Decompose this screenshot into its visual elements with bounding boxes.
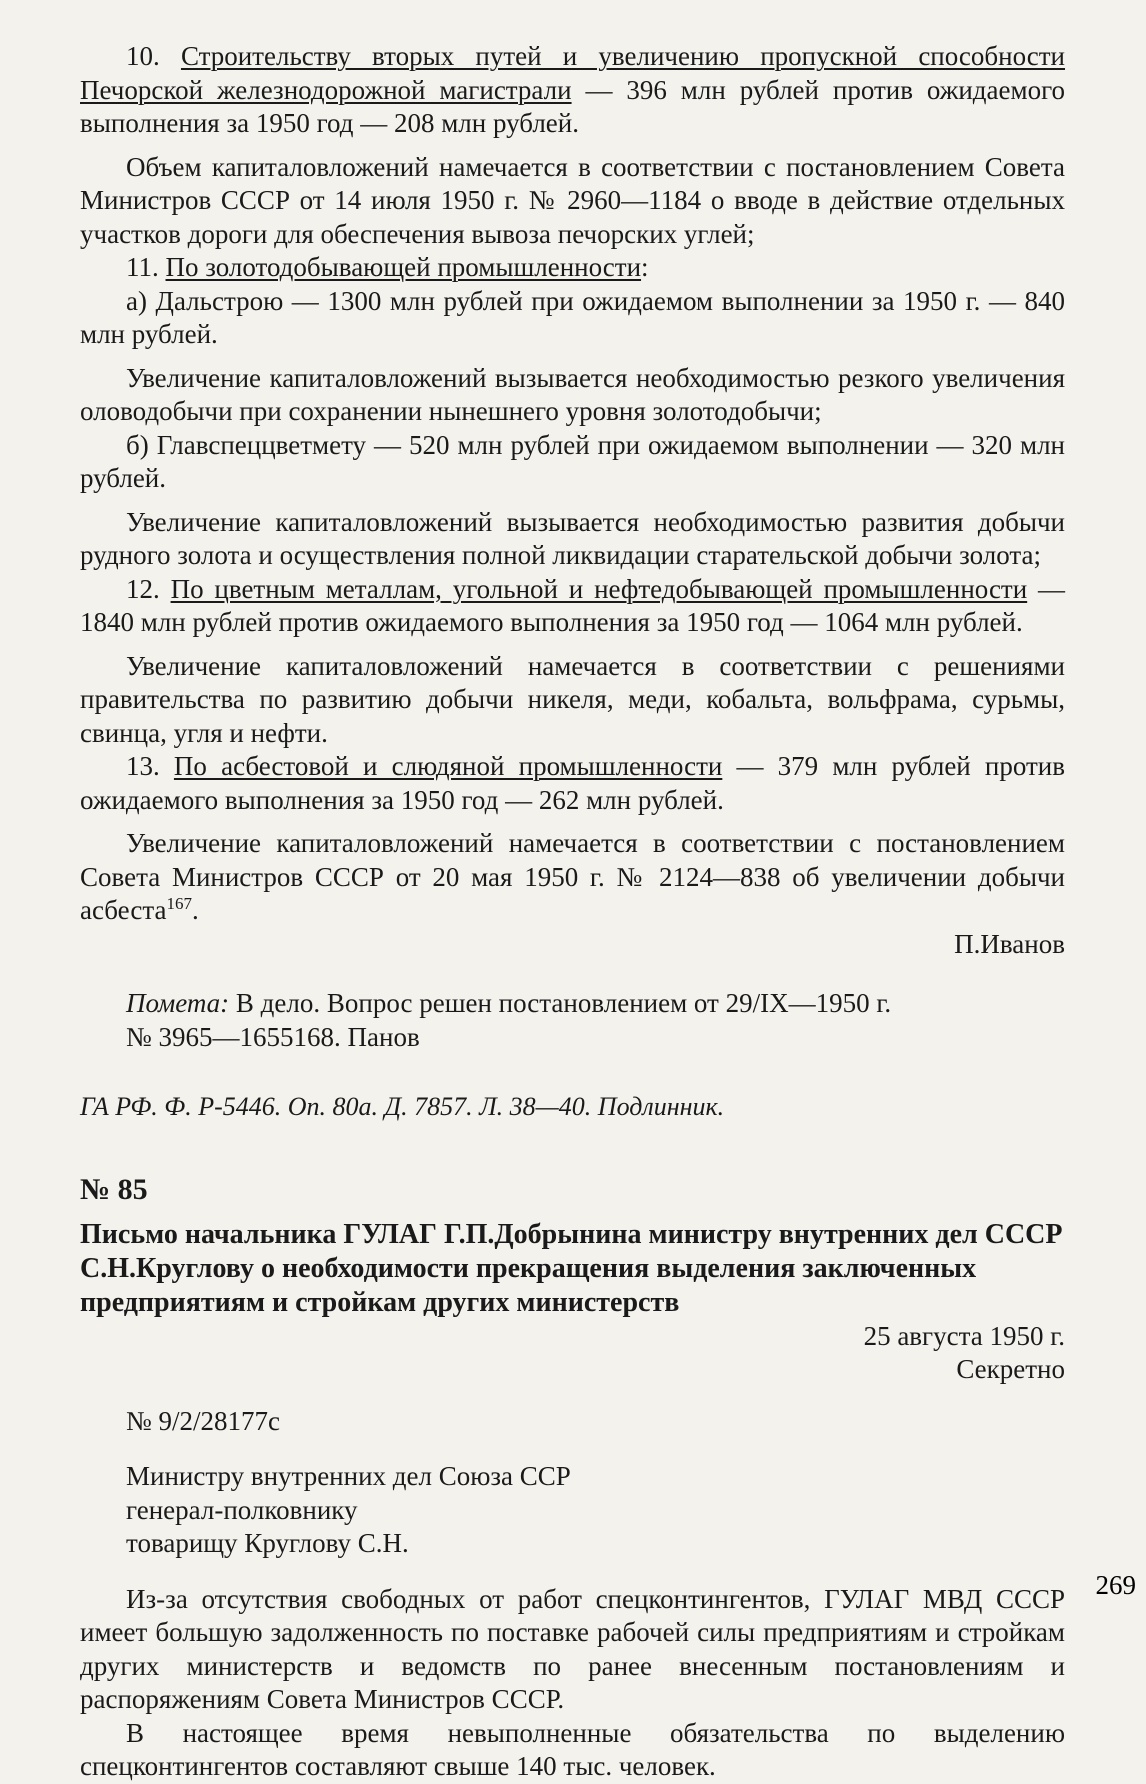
item-10: [80, 40, 1065, 141]
body-paragraph: В настоящее время невыполненные обязательства по выделению спецконтингентов составляют свыше 140 тыс. человек.: [80, 1717, 1065, 1781]
item-number: 10.: [126, 41, 160, 71]
item-text: — 396 млн рублей против ожидаемого выполнения за 1950 год — 208 млн рублей.: [80, 74, 1065, 138]
paragraph: [80, 827, 1065, 928]
signature: П.Иванов: [954, 928, 1065, 959]
document-number: № 85: [80, 1172, 148, 1206]
document-page: [80, 40, 1065, 1784]
addressee-line: товарищу Круглову С.Н.: [126, 1528, 409, 1558]
document-date: 25 августа 1950 г.: [863, 1320, 1065, 1351]
item-heading: По цветным металлам, угольной и нефтедобывающей промышленности: [170, 573, 1028, 604]
item-12: [80, 573, 1065, 640]
document-title: Письмо начальника ГУЛАГ Г.П.Добрынина министру внутренних дел СССР С.Н.Круглову о необходимости прекращения выделения заключенных предприятиям и стройкам других министерств: [80, 1218, 1063, 1318]
paragraph: а) Дальстрою — 1300 млн рублей при ожидаемом выполнении за 1950 г. — 840 млн рублей.: [80, 285, 1065, 349]
paragraph: Объем капиталовложений намечается в соответствии с постановлением Совета Министров СССР от 14 июля 1950 г. № 2960—1184 о вводе в действие отдельных участков дороги для обеспечения вывоза печорских углей;: [80, 151, 1065, 249]
secrecy-mark: Секретно: [956, 1354, 1065, 1384]
paragraph: Увеличение капиталовложений вызывается необходимостью резкого увеличения оловодобычи при сохранении нынешнего уровня золотодобычи;: [80, 362, 1065, 426]
item-heading: По асбестовой и слюдяной промышленности: [173, 751, 723, 781]
note-label: Помета:: [126, 988, 230, 1018]
addressee-line: Министру внутренних дел Союза ССР: [126, 1461, 571, 1491]
annotation-note: [80, 987, 1065, 1054]
item-text: — 379 млн рублей против ожидаемого выполнения за 1950 год — 262 млн рублей.: [80, 751, 1066, 815]
item-text: — 1840 млн рублей против ожидаемого выполнения за 1950 год — 1064 млн рублей.: [80, 573, 1065, 637]
item-number: 13.: [126, 751, 160, 781]
paragraph: Увеличение капиталовложений намечается в соответствии с решениями правительства по развитию добычи никеля, меди, кобальта, вольфрама, сурьмы, свинца, угля и нефти.: [80, 650, 1065, 748]
item-heading: Строительству вторых путей и увеличению пропускной способности Печорской железнодорожной магистрали: [80, 41, 1066, 105]
item-11: [80, 251, 1065, 285]
paragraph-end: .: [191, 895, 199, 925]
item-number: 11.: [126, 252, 159, 282]
archive-source: ГА РФ. Ф. Р-5446. Оп. 80а. Д. 7857. Л. 38—40. Подлинник.: [80, 1092, 725, 1121]
registration-number: № 9/2/28177с: [126, 1405, 280, 1436]
note-text: В дело. Вопрос решен постановлением от 29/IX—1950 г.: [229, 988, 892, 1018]
item-text: :: [641, 252, 649, 282]
paragraph-text: Увеличение капиталовложений намечается в соответствии с постановлением Совета Министров СССР от 20 мая 1950 г. № 2124—838 об увеличении добычи асбеста: [80, 828, 1065, 925]
footnote-ref[interactable]: 167: [166, 894, 192, 913]
paragraph: Увеличение капиталовложений вызывается необходимостью развития добычи рудного золота и осуществления полной ликвидации старательской добычи золота;: [80, 506, 1065, 570]
addressee-block: [80, 1460, 1065, 1561]
addressee-line: генерал-полковнику: [126, 1494, 358, 1525]
paragraph: б) Главспеццветмету — 520 млн рублей при ожидаемом выполнении — 320 млн рублей.: [80, 429, 1065, 493]
item-number: 12.: [126, 573, 160, 604]
item-13: [80, 750, 1065, 817]
page-number: 269: [1095, 1570, 1136, 1600]
item-heading: По золотодобывающей промышленности: [165, 252, 642, 282]
body-paragraph: Из-за отсутствия свободных от работ спецконтингентов, ГУЛАГ МВД СССР имеет большую задолженность по поставке рабочей силы предприятиям и стройкам других министерств и ведомств по ранее внесенным постановлениям и распоряжениям Совета Министров СССР.: [80, 1583, 1065, 1714]
note-text-2: № 3965—1655168. Панов: [126, 1021, 420, 1052]
